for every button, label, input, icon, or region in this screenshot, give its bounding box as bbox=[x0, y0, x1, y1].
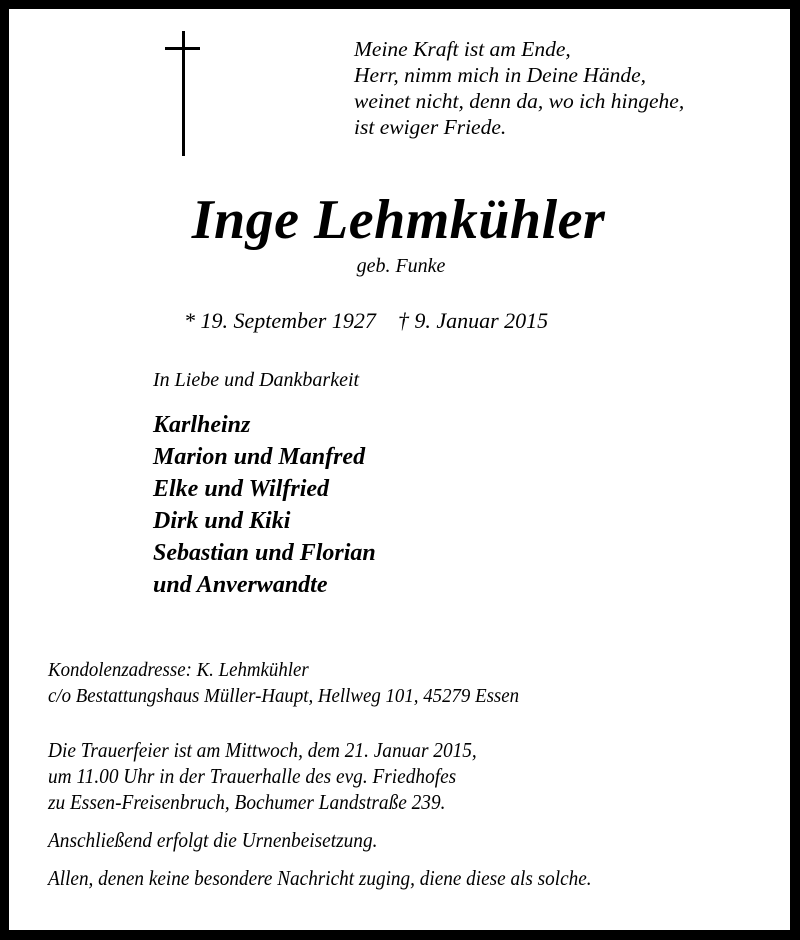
poem-line: Herr, nimm mich in Deine Hände, bbox=[354, 63, 646, 87]
service-line: um 11.00 Uhr in der Trauerhalle des evg. Friedhofes bbox=[48, 764, 457, 788]
closing-note: Allen, denen keine besondere Nachricht zuging, diene diese als solche. bbox=[48, 866, 592, 890]
funeral-service-info bbox=[48, 737, 514, 815]
birth-date: * 19. September 1927 bbox=[184, 308, 376, 333]
deceased-name: Inge Lehmkühler bbox=[191, 189, 606, 251]
poem-line: ist ewiger Friede. bbox=[354, 115, 507, 139]
mourner: Karlheinz bbox=[153, 412, 251, 438]
mourners-list bbox=[153, 409, 376, 601]
dedication: In Liebe und Dankbarkeit bbox=[153, 369, 360, 391]
poem-line: weinet nicht, denn da, wo ich hingehe, bbox=[354, 89, 685, 113]
death-date: † 9. Januar 2015 bbox=[397, 308, 549, 333]
maiden-name: geb. Funke bbox=[356, 255, 446, 277]
address-line: c/o Bestattungshaus Müller-Haupt, Hellweg 101, 45279 Essen bbox=[48, 685, 520, 707]
poem-line: Meine Kraft ist am Ende, bbox=[354, 37, 571, 61]
condolence-address bbox=[48, 657, 560, 709]
poem bbox=[354, 36, 684, 140]
mourner: Elke und Wilfried bbox=[153, 476, 330, 502]
service-line: zu Essen-Freisenbruch, Bochumer Landstraße 239. bbox=[48, 790, 446, 814]
address-line: Kondolenzadresse: K. Lehmkühler bbox=[48, 659, 309, 681]
mourner: Sebastian und Florian bbox=[153, 540, 376, 566]
mourner: Marion und Manfred bbox=[153, 444, 366, 470]
life-dates bbox=[184, 307, 548, 335]
mourner: und Anverwandte bbox=[153, 572, 328, 598]
cross-horizontal-bar bbox=[165, 47, 200, 50]
obituary-notice bbox=[9, 9, 790, 930]
mourner: Dirk und Kiki bbox=[153, 508, 291, 534]
service-line: Die Trauerfeier ist am Mittwoch, dem 21. Januar 2015, bbox=[48, 738, 477, 762]
urn-burial-note: Anschließend erfolgt die Urnenbeisetzung. bbox=[48, 828, 378, 852]
deceased-name-block bbox=[9, 187, 790, 253]
